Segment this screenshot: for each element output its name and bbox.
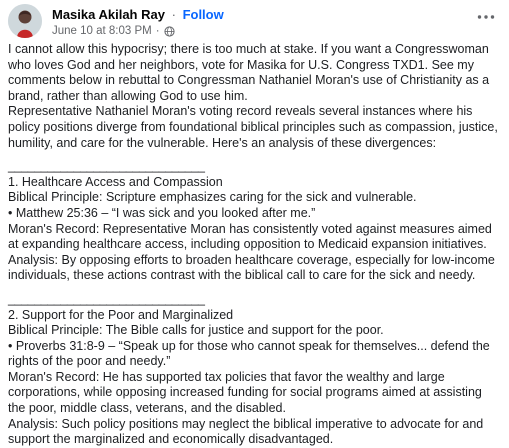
spacer — [8, 284, 500, 292]
analysis-text: Analysis: By opposing efforts to broaden healthcare coverage, especially for low-income individuals, these actions contrast with the biblical call to care for the sick and needy. — [8, 252, 495, 283]
section-heading: 1. Healthcare Access and Compassion — [8, 174, 223, 189]
follow-button[interactable]: Follow — [182, 7, 224, 22]
scripture-verse: • Matthew 25:36 – “I was sick and you looked after me.” — [8, 205, 316, 220]
more-options-button[interactable] — [475, 9, 497, 25]
globe-icon[interactable] — [164, 26, 175, 37]
spacer — [8, 151, 500, 159]
biblical-principle: Biblical Principle: Scripture emphasizes caring for the sick and vulnerable. — [8, 190, 417, 205]
meta-separator: · — [155, 25, 160, 37]
post-body — [8, 42, 500, 448]
biblical-principle: Biblical Principle: The Bible calls for justice and support for the poor. — [8, 323, 384, 338]
section-divider: ______________________________ — [8, 159, 205, 174]
post-paragraph-summary: Representative Nathaniel Moran's voting record reveals several instances where his policy positions diverge from foundational biblical principles such as compassion, justice, humility, and care for the vulnerable. Here's an analysis of these divergences: — [8, 104, 498, 150]
dot-separator: · — [171, 7, 176, 22]
section-divider: ______________________________ — [8, 291, 205, 306]
post-header — [8, 4, 501, 40]
post-timestamp[interactable]: June 10 at 8:03 PM — [52, 25, 152, 37]
more-horizontal-icon — [477, 15, 495, 19]
analysis-text: Analysis: Such policy positions may neglect the biblical imperative to advocate for and support the marginalized and economically disadvantaged. — [8, 416, 484, 447]
post-meta — [52, 24, 175, 38]
voting-record: Moran's Record: He has supported tax policies that favor the wealthy and large corporations, while opposing increased funding for social programs aimed at assisting the poor, middle class, veterans, and the disabled. — [8, 369, 482, 416]
avatar[interactable] — [8, 4, 42, 38]
author-name[interactable]: Masika Akilah Ray — [52, 7, 165, 22]
section-heading: 2. Support for the Poor and Marginalized — [8, 307, 234, 322]
post-paragraph-intro: I cannot allow this hypocrisy; there is too much at stake. If you want a Congresswoman who loves God and her neighbors, vote for Masika for U.S. Congress TXD1. See my comments below in rebuttal to Congressman Nathaniel Moran's use of Christianity as a brand, rather than allowing God to use him. — [8, 42, 490, 103]
scripture-verse: • Proverbs 31:8-9 – “Speak up for those who cannot speak for themselves... defend the rights of the poor and needy.” — [8, 338, 490, 369]
author-line — [52, 7, 224, 23]
voting-record: Moran's Record: Representative Moran has consistently voted against measures aimed at expanding healthcare access, including opposition to Medicaid expansion initiatives. — [8, 221, 492, 252]
avatar-image — [8, 4, 42, 38]
